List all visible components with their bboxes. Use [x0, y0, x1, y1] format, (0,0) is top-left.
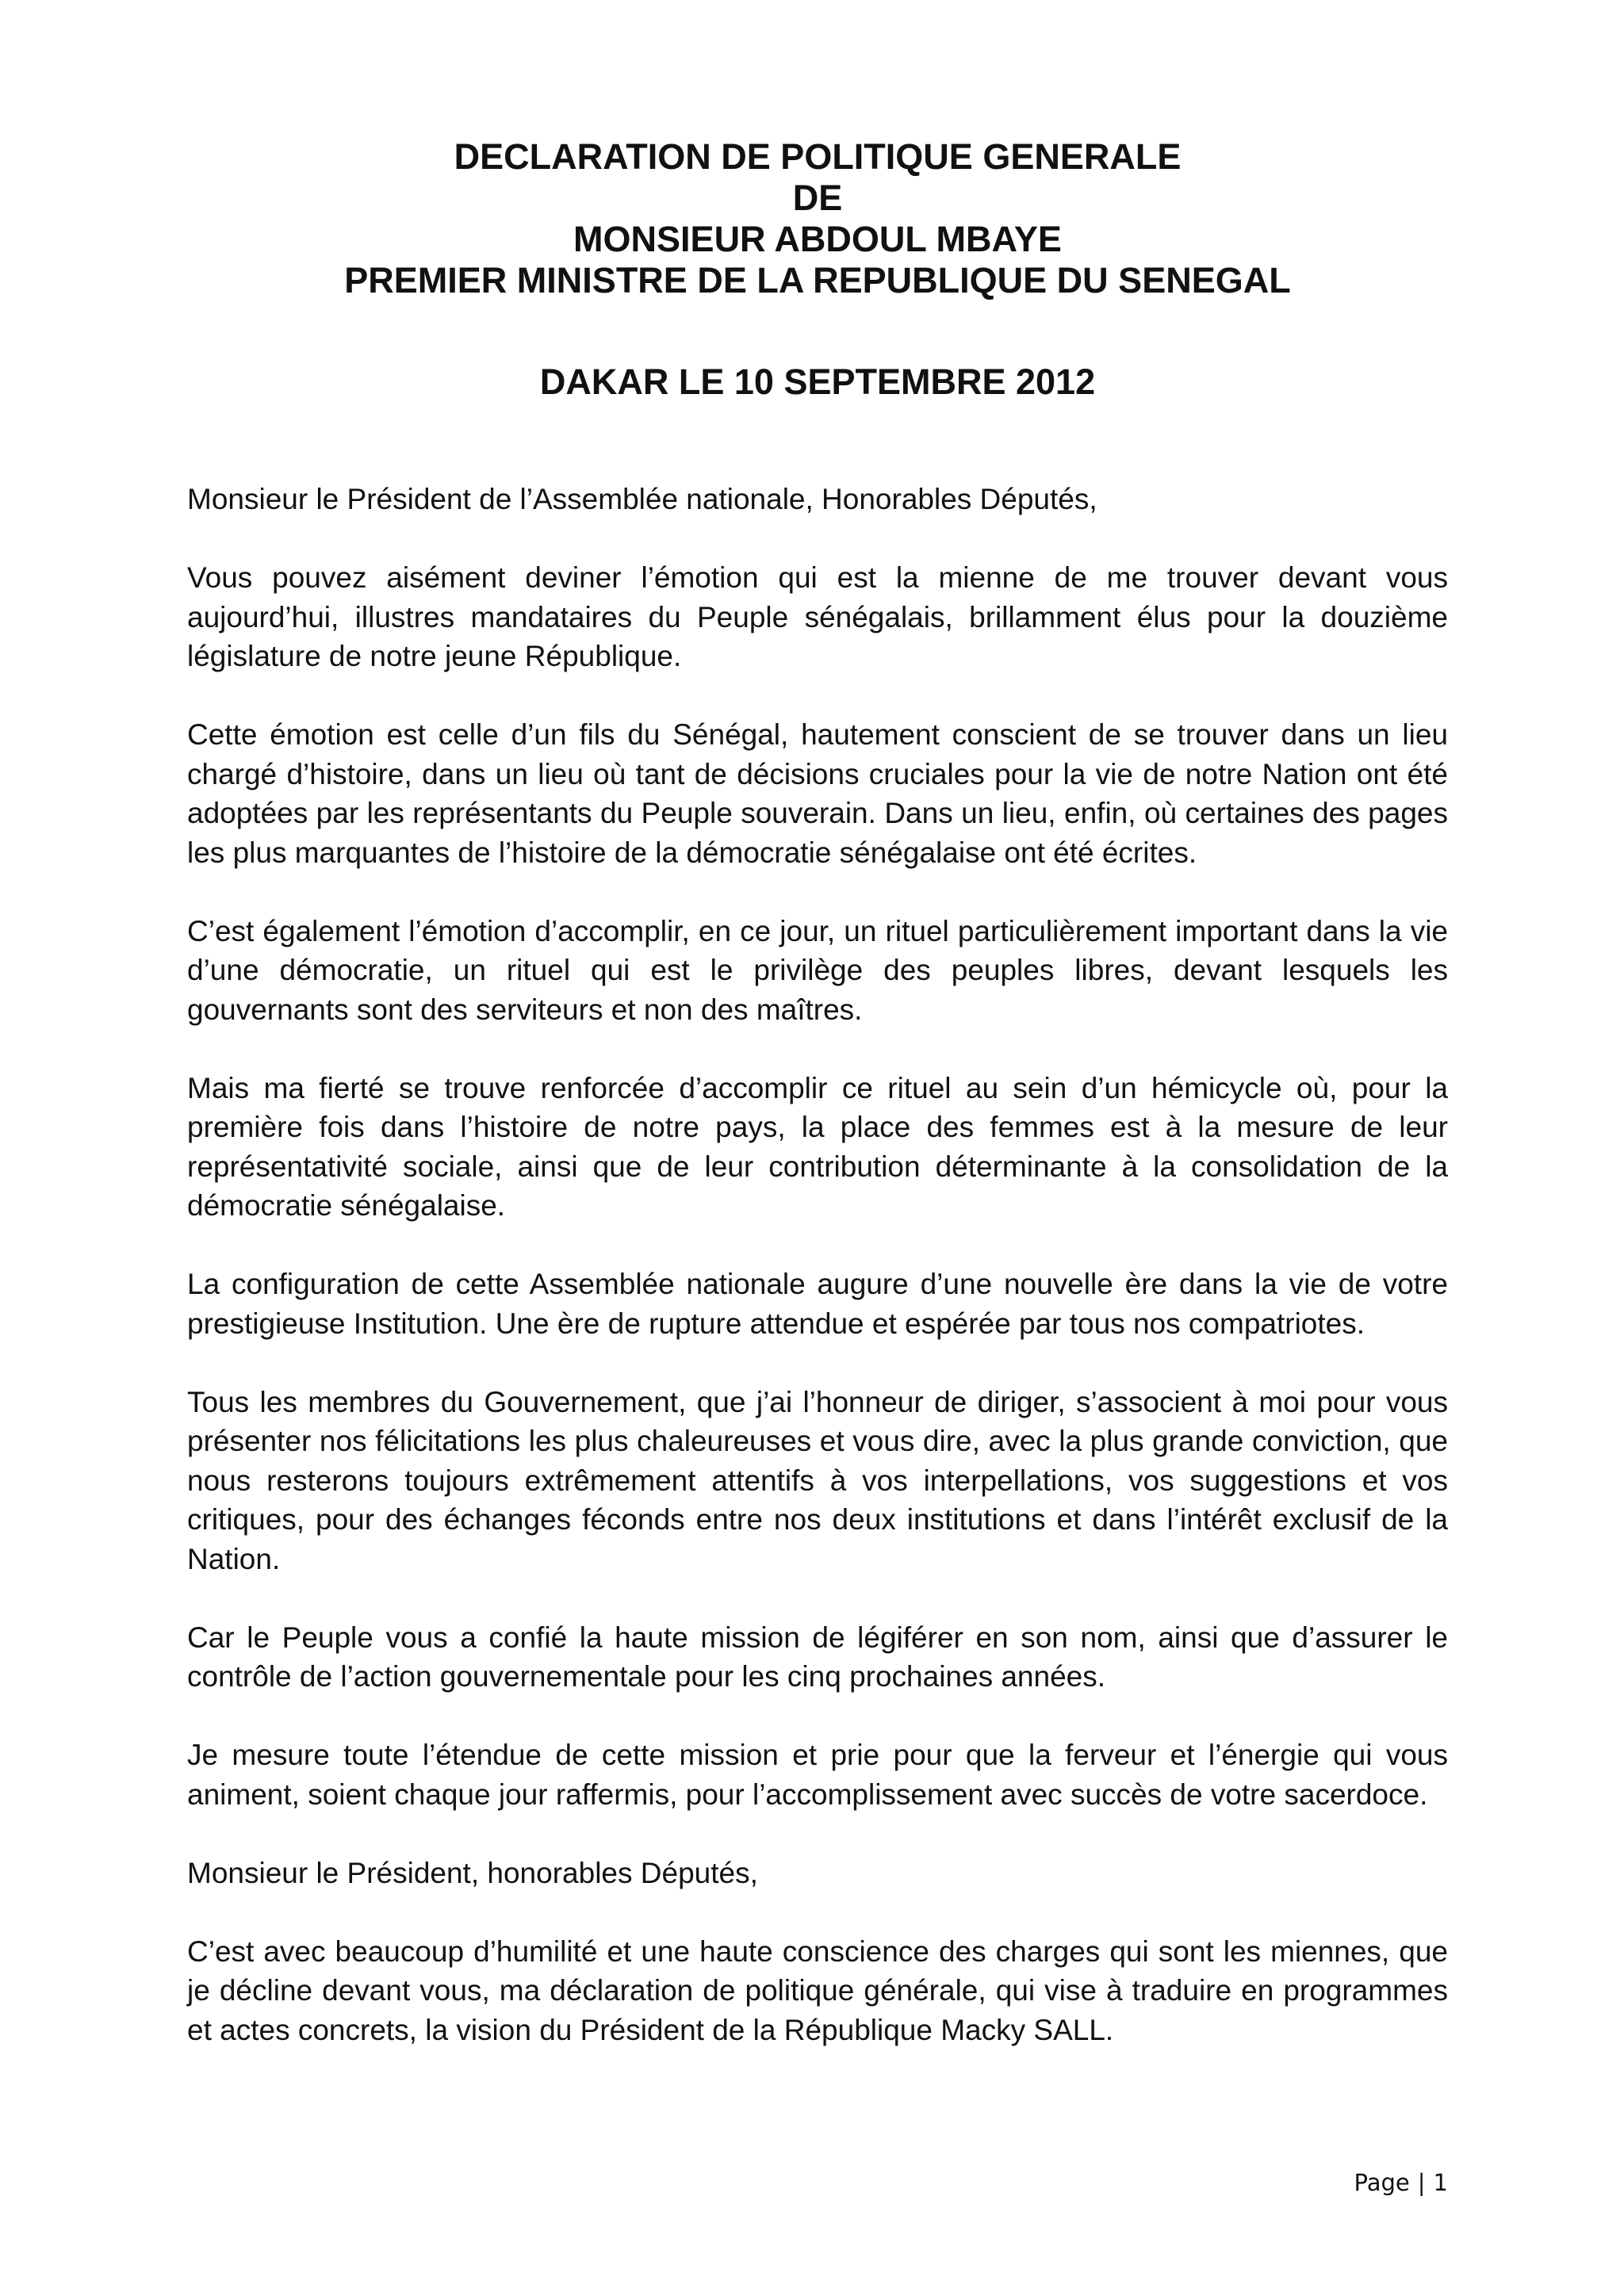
- paragraph: C’est avec beaucoup d’humilité et une haute conscience des charges qui sont les miennes, que je décline devant vous, ma déclaration de politique générale, qui vise à traduire en programmes et actes concrets, la vision du Président de la République Macky SALL.: [187, 1934, 1448, 2046]
- page-label: Page: [1354, 2169, 1410, 2196]
- document-body: [187, 480, 1448, 2089]
- paragraph-salutation: Monsieur le Président de l’Assemblée nationale, Honorables Députés,: [187, 483, 1097, 515]
- paragraph: Car le Peuple vous a confié la haute mission de légiférer en son nom, ainsi que d’assurer le contrôle de l’action gouvernementale pour les cinq prochaines années.: [187, 1621, 1448, 1693]
- paragraph-salutation: Monsieur le Président, honorables Députés,: [187, 1856, 758, 1889]
- title-line: MONSIEUR ABDOUL MBAYE: [573, 219, 1062, 259]
- paragraph: Cette émotion est celle d’un fils du Sénégal, hautement conscient de se trouver dans un lieu chargé d’histoire, dans un lieu où tant de décisions cruciales pour la vie de notre Nation ont été adoptées par les représentants du Peuple souverain. Dans un lieu, enfin, où certaines des pages les plus marquantes de l’histoire de la démocratie sénégalaise ont été écrites.: [187, 718, 1448, 869]
- paragraph: Mais ma fierté se trouve renforcée d’accomplir ce rituel au sein d’un hémicycle où, pour la première fois dans l’histoire de notre pays, la place des femmes est à la mesure de leur représentativité sociale, ainsi que de leur contribution déterminante à la consolidation de la démocratie sénégalaise.: [187, 1071, 1448, 1222]
- paragraph: Vous pouvez aisément deviner l’émotion qui est la mienne de me trouver devant vous aujourd’hui, illustres mandataires du Peuple sénégalais, brillamment élus pour la douzième législature de notre jeune République.: [187, 561, 1448, 672]
- page-number: 1: [1433, 2169, 1448, 2196]
- page-footer: [1354, 2168, 1448, 2197]
- title-line: DECLARATION DE POLITIQUE GENERALE: [454, 136, 1182, 177]
- paragraph: La configuration de cette Assemblée nationale augure d’une nouvelle ère dans la vie de votre prestigieuse Institution. Une ère de rupture attendue et espérée par tous nos compatriotes.: [187, 1268, 1448, 1340]
- paragraph: Je mesure toute l’étendue de cette mission et prie pour que la ferveur et l’énergie qui vous animent, soient chaque jour raffermis, pour l’accomplissement avec succès de votre sacerdoce.: [187, 1739, 1448, 1811]
- paragraph: Tous les membres du Gouvernement, que j’ai l’honneur de diriger, s’associent à moi pour vous présenter nos félicitations les plus chaleureuses et vous dire, avec la plus grande conviction, que nous resterons toujours extrêmement attentifs à vos interpellations, vos suggestions et vos critiques, pour des échanges féconds entre nos deux institutions et dans l’intérêt exclusif de la Nation.: [187, 1385, 1448, 1575]
- page-separator: |: [1417, 2169, 1426, 2196]
- document-title: [187, 136, 1448, 301]
- document-date: DAKAR LE 10 SEPTEMBRE 2012: [539, 362, 1096, 402]
- paragraph: C’est également l’émotion d’accomplir, en ce jour, un rituel particulièrement important dans la vie d’une démocratie, un rituel qui est le privilège des peuples libres, devant lesquels les gouvernants sont des serviteurs et non des maîtres.: [187, 914, 1448, 1026]
- title-line: PREMIER MINISTRE DE LA REPUBLIQUE DU SENEGAL: [344, 260, 1291, 300]
- title-line: DE: [792, 178, 843, 218]
